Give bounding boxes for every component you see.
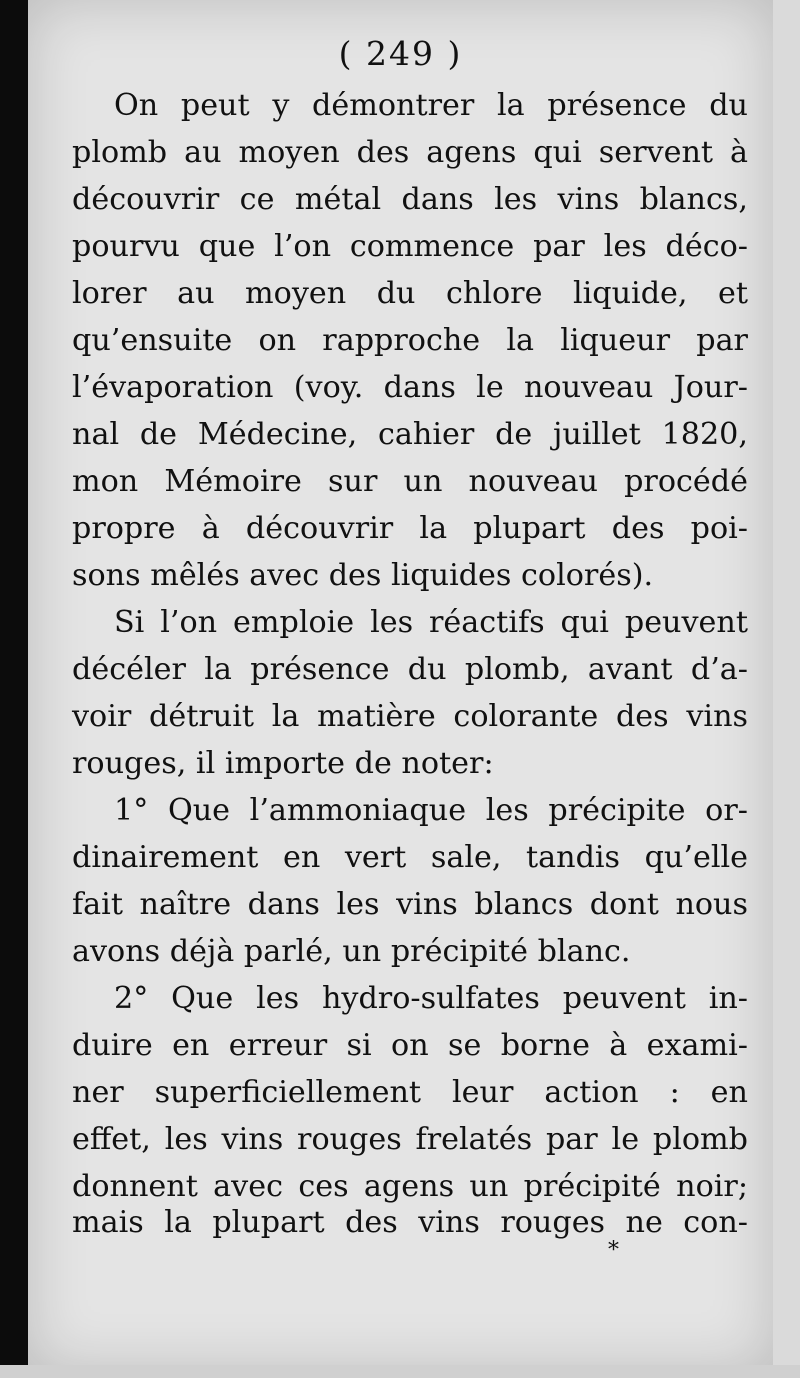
- text-line: donnent avec ces agens un précipité noir;: [72, 1169, 748, 1204]
- signature-mark: *: [608, 1238, 619, 1263]
- text-line: découvrir ce métal dans les vins blancs,: [72, 182, 748, 217]
- text-line: duire en erreur si on se borne à exami-: [72, 1028, 748, 1063]
- page-edge-bottom: [0, 1365, 800, 1378]
- text-line: voir détruit la matière colorante des vins: [72, 699, 748, 734]
- text-line: qu’ensuite on rapproche la liqueur par: [72, 323, 748, 358]
- book-page: [28, 0, 773, 1372]
- text-line: 1° Que l’ammoniaque les précipite or-: [114, 793, 748, 828]
- text-line: propre à découvrir la plupart des poi-: [72, 511, 748, 546]
- page-number: ( 249 ): [338, 34, 463, 73]
- text-line: nal de Médecine, cahier de juillet 1820,: [72, 417, 748, 452]
- text-line: lorer au moyen du chlore liquide, et: [72, 276, 748, 311]
- text-line: On peut y démontrer la présence du: [114, 88, 748, 123]
- text-line: mais la plupart des vins rouges ne con-: [72, 1205, 748, 1240]
- text-line: fait naître dans les vins blancs dont nous: [72, 887, 748, 922]
- text-line: rouges, il importe de noter:: [72, 746, 494, 781]
- text-line: sons mêlés avec des liquides colorés).: [72, 558, 654, 593]
- text-line: 2° Que les hydro-sulfates peuvent in-: [114, 981, 748, 1016]
- text-line: ner superficiellement leur action : en: [72, 1075, 748, 1110]
- text-line: décéler la présence du plomb, avant d’a-: [72, 652, 748, 687]
- text-line: avons déjà parlé, un précipité blanc.: [72, 934, 631, 969]
- text-line: l’évaporation (voy. dans le nouveau Jour-: [72, 370, 748, 405]
- text-line: mon Mémoire sur un nouveau procédé: [72, 464, 748, 499]
- text-line: plomb au moyen des agens qui servent à: [72, 135, 748, 170]
- text-line: Si l’on emploie les réactifs qui peuvent: [114, 605, 748, 640]
- page-edge-right: [773, 0, 800, 1378]
- text-line: dinairement en vert sale, tandis qu’elle: [72, 840, 748, 875]
- text-line: pourvu que l’on commence par les déco-: [72, 229, 748, 264]
- text-line: effet, les vins rouges frelatés par le plomb: [72, 1122, 748, 1157]
